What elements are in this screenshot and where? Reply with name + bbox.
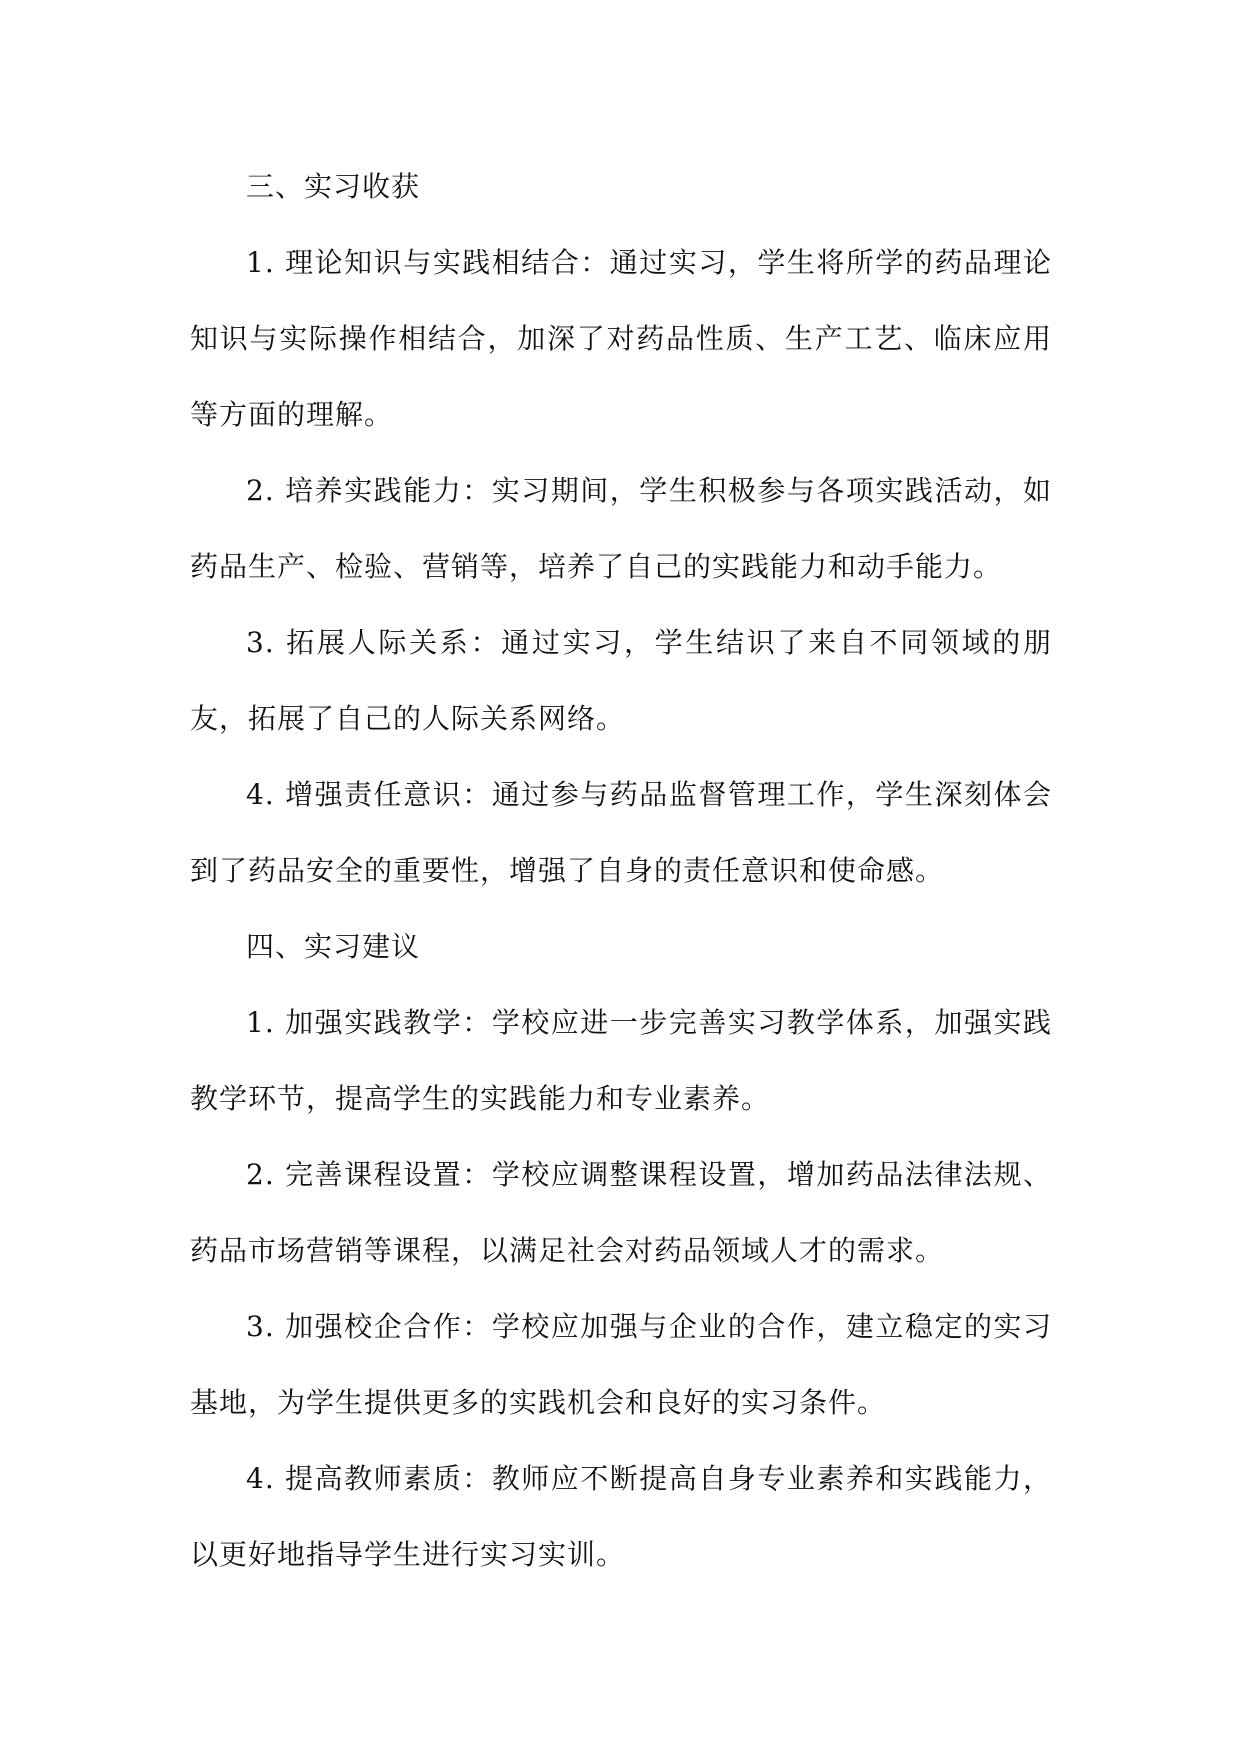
harvest-item-1: 1. 理论知识与实践相结合：通过实习，学生将所学的药品理论知识与实际操作相结合，加深了对药品性质、生产工艺、临床应用等方面的理解。 — [190, 246, 1052, 431]
suggestion-item-2: 2. 完善课程设置：学校应调整课程设置，增加药品法律法规、药品市场营销等课程，以满足社会对药品领域人才的需求。 — [190, 1158, 1052, 1267]
section-heading-harvest: 三、实习收获 — [246, 170, 421, 203]
suggestion-item-3: 3. 加强校企合作：学校应加强与企业的合作，建立稳定的实习基地，为学生提供更多的实践机会和良好的实习条件。 — [190, 1310, 1052, 1419]
suggestion-item-4: 4. 提高教师素质：教师应不断提高自身专业素养和实践能力，以更好地指导学生进行实习实训。 — [190, 1462, 1052, 1571]
harvest-item-2: 2. 培养实践能力：实习期间，学生积极参与各项实践活动，如药品生产、检验、营销等，培养了自己的实践能力和动手能力。 — [190, 474, 1052, 583]
harvest-item-4: 4. 增强责任意识：通过参与药品监督管理工作，学生深刻体会到了药品安全的重要性，增强了自身的责任意识和使命感。 — [190, 778, 1052, 887]
document-body — [190, 149, 1052, 1593]
harvest-item-3: 3. 拓展人际关系：通过实习，学生结识了来自不同领域的朋友，拓展了自己的人际关系网络。 — [190, 626, 1052, 735]
section-heading-suggestions: 四、实习建议 — [246, 930, 421, 963]
suggestion-item-1: 1. 加强实践教学：学校应进一步完善实习教学体系，加强实践教学环节，提高学生的实践能力和专业素养。 — [190, 1006, 1052, 1115]
